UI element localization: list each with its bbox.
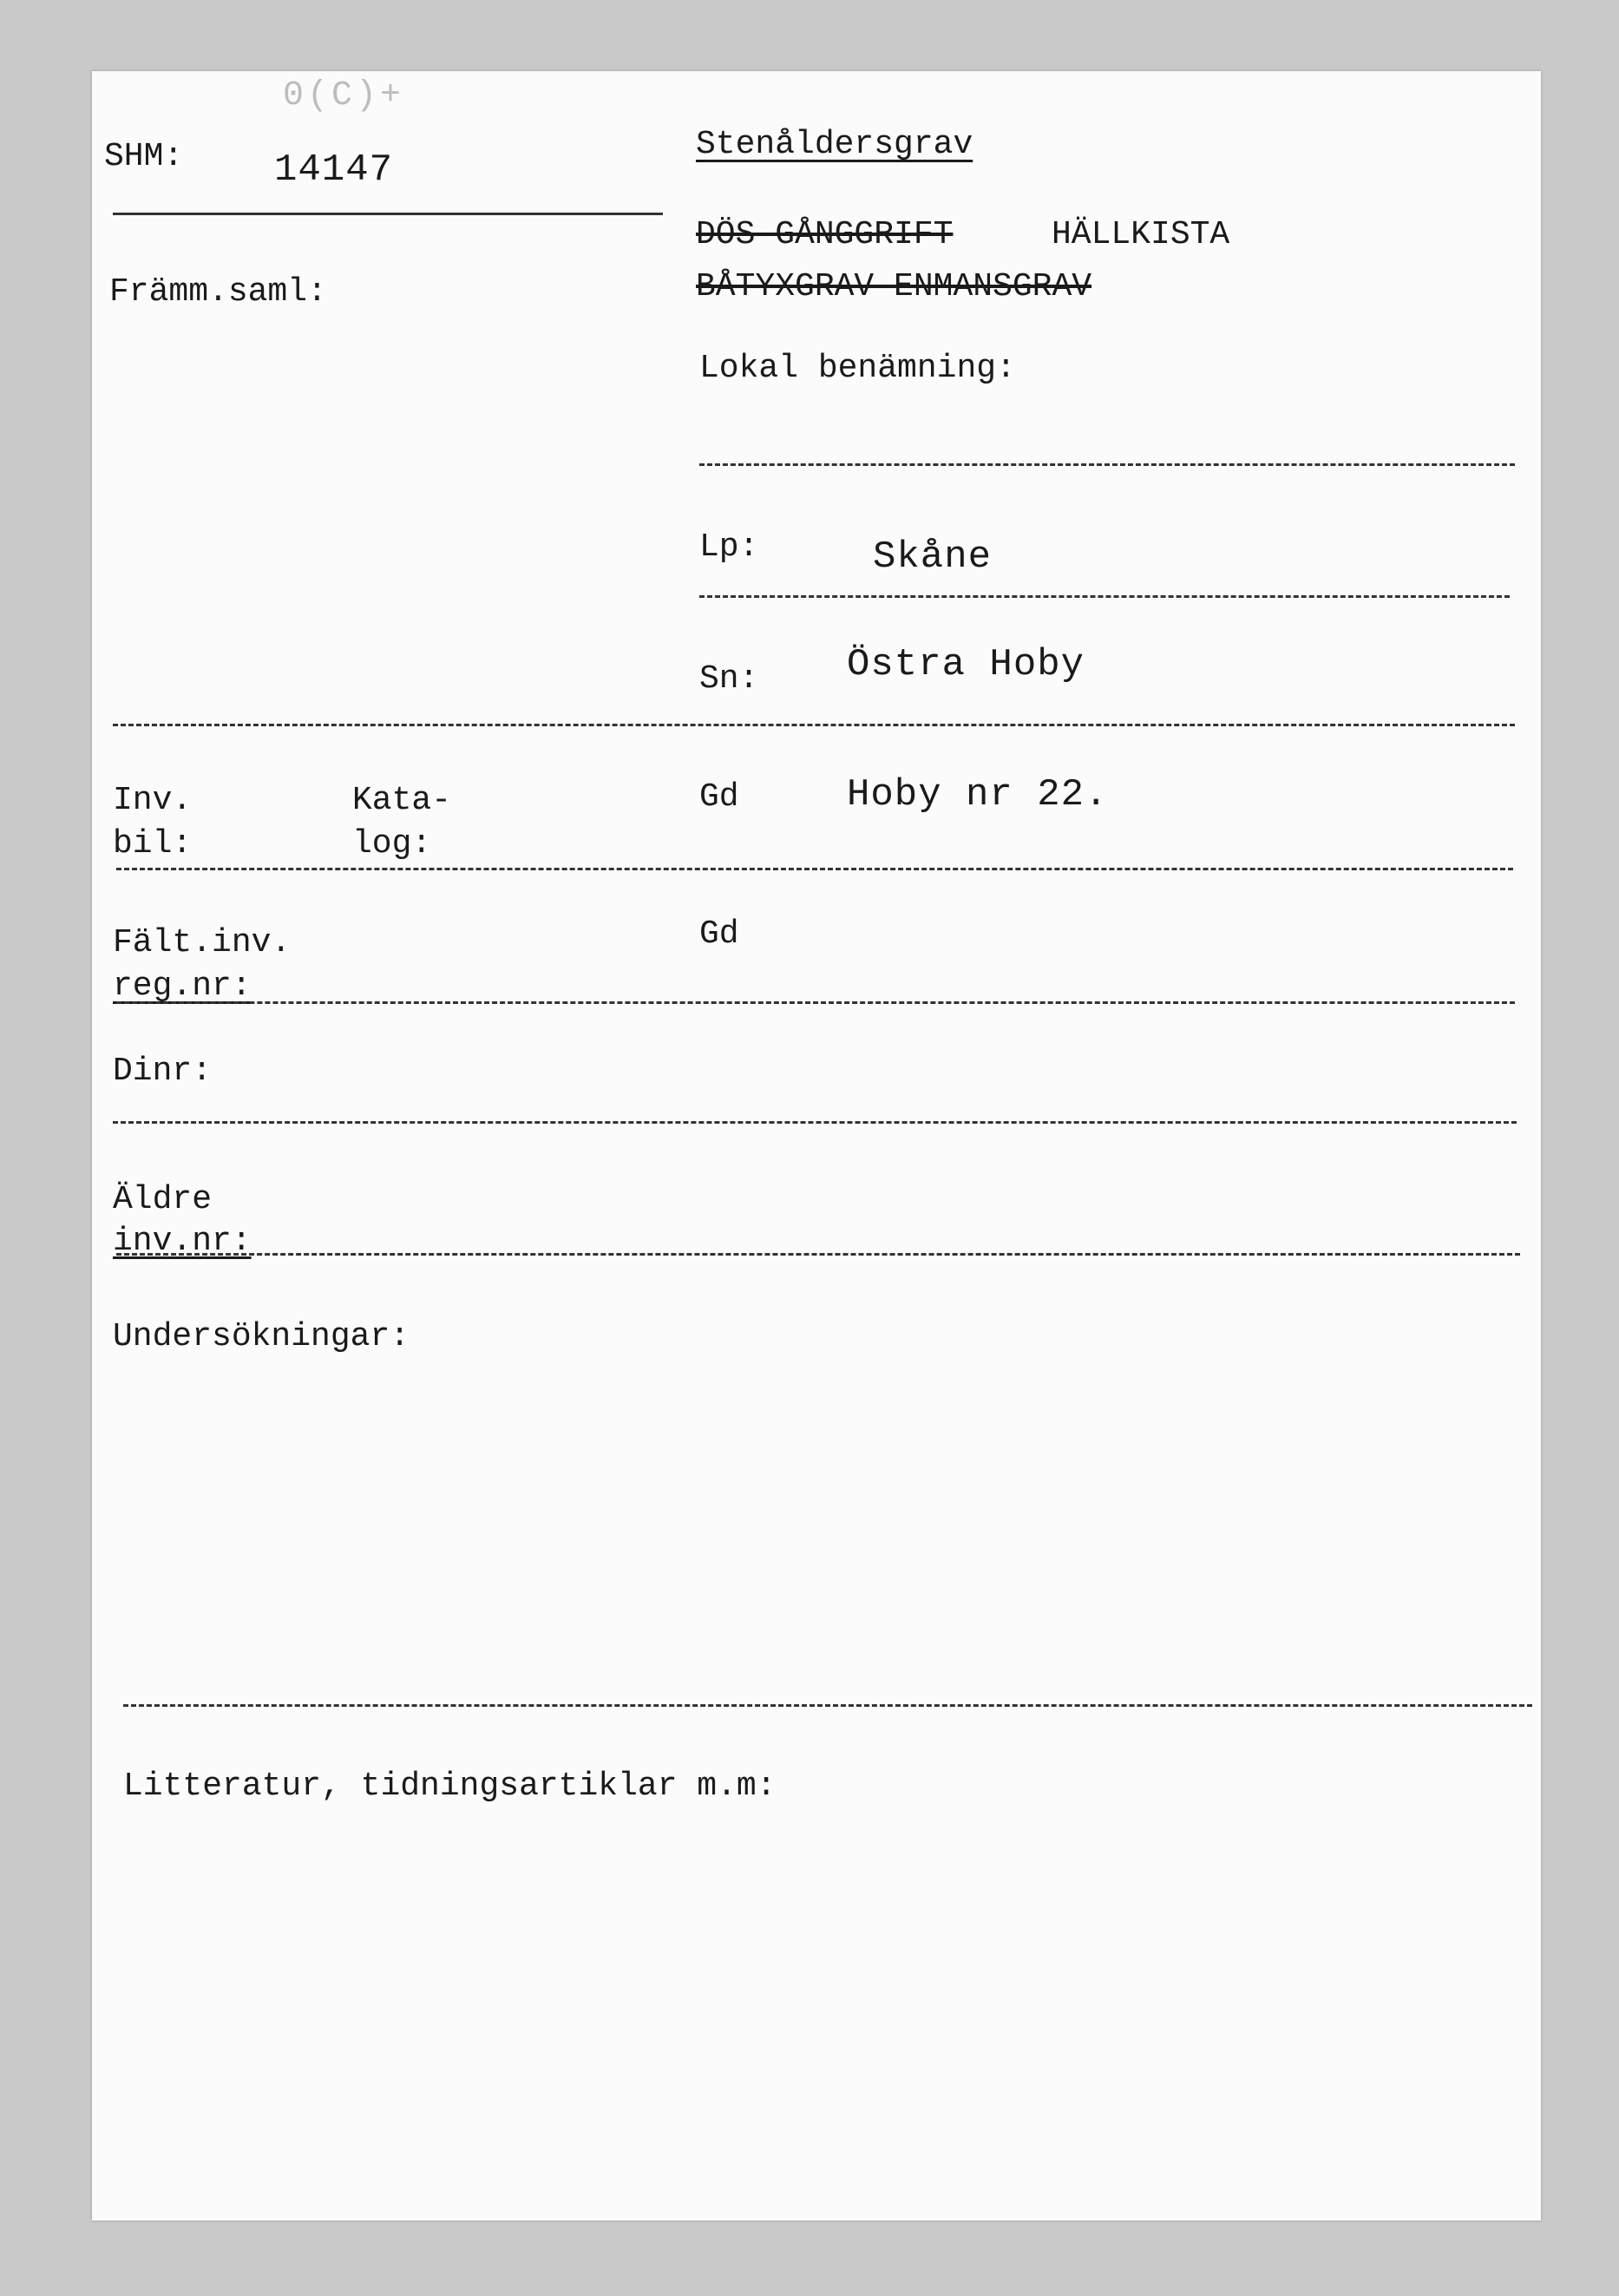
struck-grave-types-2: BÅTYXGRAV ENMANSGRAV bbox=[696, 268, 1092, 305]
faint-stamp: 0(C)+ bbox=[283, 76, 405, 115]
rule-inv-bil bbox=[116, 868, 1513, 870]
grave-type-hallkista: HÄLLKISTA bbox=[1052, 216, 1230, 253]
rule-lp bbox=[699, 595, 1510, 598]
rule-lokal bbox=[699, 463, 1515, 466]
rule-dinr bbox=[113, 1121, 1517, 1124]
inv-bil-label-2: bil: bbox=[113, 825, 193, 863]
undersokningar-label: Undersökningar: bbox=[113, 1318, 410, 1355]
gd-label-1: Gd bbox=[699, 778, 739, 816]
gd-label-2: Gd bbox=[699, 915, 739, 953]
dinr-label: Dinr: bbox=[113, 1053, 213, 1090]
katalog-label-2: log: bbox=[352, 825, 432, 863]
inv-bil-label-1: Inv. bbox=[113, 782, 193, 819]
aldre-label-1: Äldre bbox=[113, 1181, 213, 1218]
lp-value: Skåne bbox=[873, 535, 993, 579]
rule-falt-inv bbox=[116, 1001, 1515, 1004]
rule-undersokningar bbox=[123, 1704, 1532, 1707]
falt-inv-label-2: reg.nr: bbox=[113, 968, 252, 1005]
grave-category-title: Stenåldersgrav bbox=[696, 126, 973, 163]
falt-inv-label-1: Fält.inv. bbox=[113, 924, 292, 961]
rule-sn bbox=[113, 724, 1515, 726]
shm-label: SHM: bbox=[104, 138, 184, 175]
sn-value: Östra Hoby bbox=[847, 643, 1085, 686]
catalog-card bbox=[92, 71, 1541, 2221]
shm-number: 14147 bbox=[274, 148, 394, 192]
framm-saml-label: Främm.saml: bbox=[109, 273, 327, 311]
gd-value-1: Hoby nr 22. bbox=[847, 773, 1109, 817]
litteratur-label: Litteratur, tidningsartiklar m.m: bbox=[123, 1768, 777, 1805]
sn-label: Sn: bbox=[699, 660, 759, 698]
aldre-label-2: inv.nr: bbox=[113, 1223, 252, 1260]
rule-aldre bbox=[116, 1253, 1520, 1256]
rule-shm bbox=[113, 213, 663, 215]
lp-label: Lp: bbox=[699, 528, 759, 566]
struck-grave-types-1: DÖS GÅNGGRIFT bbox=[696, 216, 954, 253]
lokal-benamning-label: Lokal benämning: bbox=[699, 350, 1016, 387]
katalog-label-1: Kata- bbox=[352, 782, 452, 819]
